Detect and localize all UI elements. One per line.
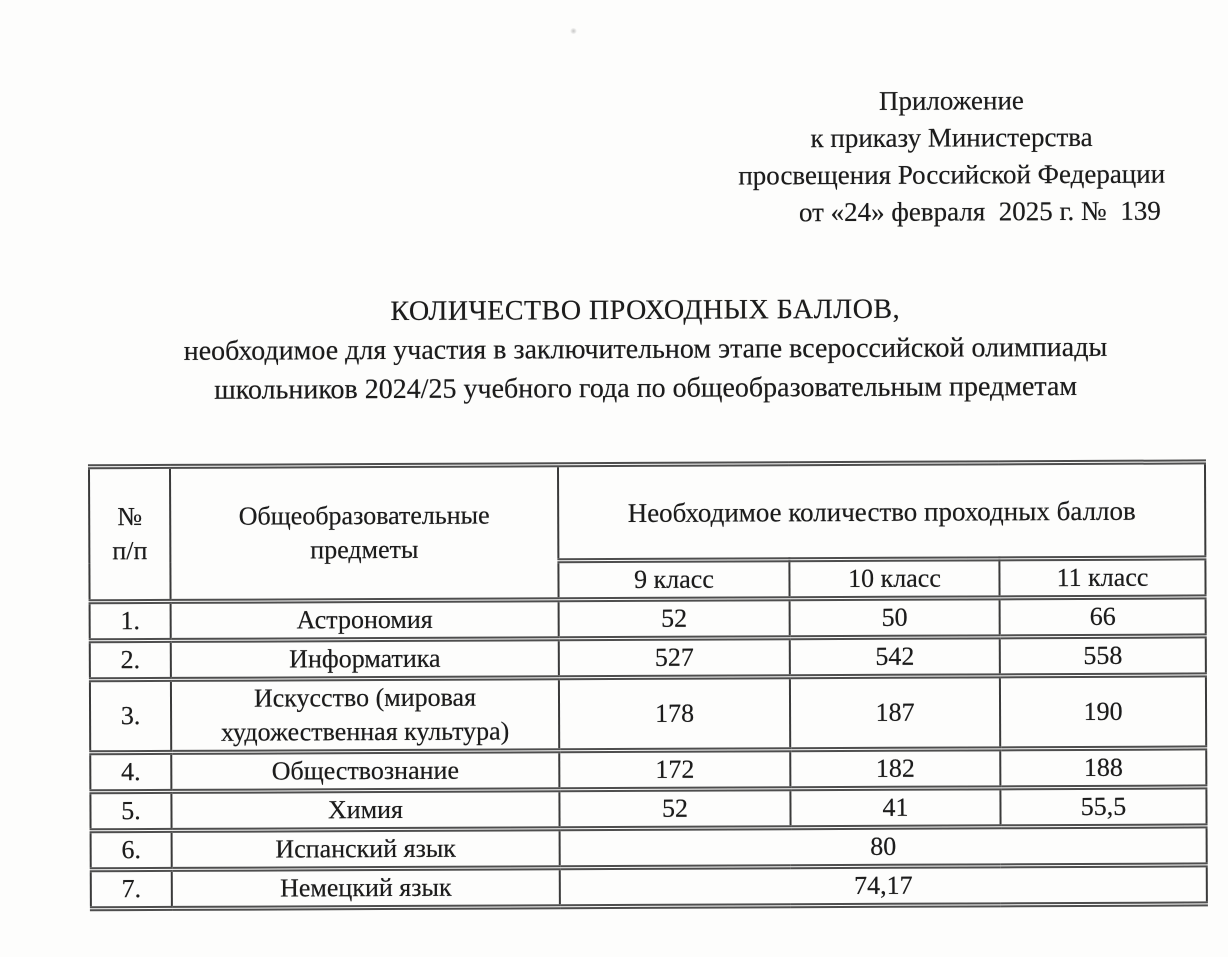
score-grade9: 52: [559, 789, 790, 829]
row-number: 6.: [91, 830, 172, 869]
header-subject-line2: предметы: [310, 534, 419, 565]
score-grade11: 55,5: [1000, 787, 1206, 827]
score-grade11: 66: [1000, 597, 1206, 637]
row-number: 1.: [90, 601, 171, 640]
table-row: [91, 826, 1207, 870]
subject-name: Астрономия: [171, 600, 559, 641]
appendix-line: к приказу Министерства: [810, 121, 1093, 154]
row-number: 2.: [90, 640, 171, 679]
score-grade9: 172: [559, 750, 790, 790]
appendix-line-order-number: от «24» февраля 2025 г. № 139: [798, 195, 1161, 228]
score-grade9: 178: [559, 677, 790, 751]
subject-name: Искусство (мировая художественная культура): [171, 678, 559, 753]
table-row: [90, 675, 1206, 753]
score-all-grades: 80: [560, 826, 1207, 868]
header-num-line1: №: [117, 502, 143, 532]
header-grade9-cell: 9 класс: [558, 560, 789, 600]
passing-scores-table: [88, 459, 1208, 911]
appendix-line: Приложение: [878, 85, 1024, 116]
row-number: 7.: [91, 869, 172, 908]
score-all-grades: 74,17: [560, 865, 1207, 907]
header-subject-cell: [170, 465, 559, 602]
header-grade10-cell: 10 класс: [789, 559, 999, 599]
score-grade10: 187: [790, 676, 1000, 750]
table-row: [90, 636, 1206, 680]
table-row: [90, 597, 1206, 641]
score-grade10: 41: [790, 788, 1000, 828]
score-grade9: 527: [559, 638, 790, 678]
header-subject-line1: Общеобразовательные: [238, 500, 490, 531]
table-header-row: [89, 462, 1205, 563]
table-row: [91, 865, 1207, 909]
row-number: 5.: [90, 791, 171, 830]
appendix-line: просвещения Российской Федерации: [738, 158, 1166, 191]
subject-name: Химия: [171, 790, 559, 831]
header-num-cell: [89, 466, 171, 601]
score-grade10: 182: [790, 749, 1000, 789]
subject-name: Испанский язык: [172, 829, 560, 870]
title-line-sub: необходимое для участия в заключительном этапе всероссийской олимпиады: [183, 331, 1108, 367]
subject-name: Обществознание: [171, 751, 559, 792]
score-grade11: 188: [1000, 748, 1206, 788]
header-num-line2: п/п: [112, 536, 148, 566]
row-number: 3.: [90, 679, 171, 752]
score-grade11: 190: [1000, 675, 1206, 749]
score-grade11: 558: [1000, 636, 1206, 676]
subject-name: Информатика: [171, 639, 559, 680]
title-line-main: КОЛИЧЕСТВО ПРОХОДНЫХ БАЛЛОВ,: [390, 293, 901, 327]
row-number: 4.: [90, 752, 171, 791]
score-grade10: 542: [790, 637, 1000, 677]
appendix-block: [700, 81, 1203, 231]
table-row: [90, 748, 1206, 792]
table-row: [90, 787, 1206, 831]
score-grade9: 52: [559, 599, 790, 639]
document-title: [87, 288, 1203, 410]
header-grade11-cell: 11 класс: [999, 558, 1205, 598]
subject-name: Немецкий язык: [172, 868, 560, 909]
score-grade10: 50: [790, 598, 1000, 638]
title-line-sub: школьников 2024/25 учебного года по общеобразовательным предметам: [214, 370, 1078, 406]
header-scores-cell: Необходимое количество проходных баллов: [558, 462, 1205, 561]
